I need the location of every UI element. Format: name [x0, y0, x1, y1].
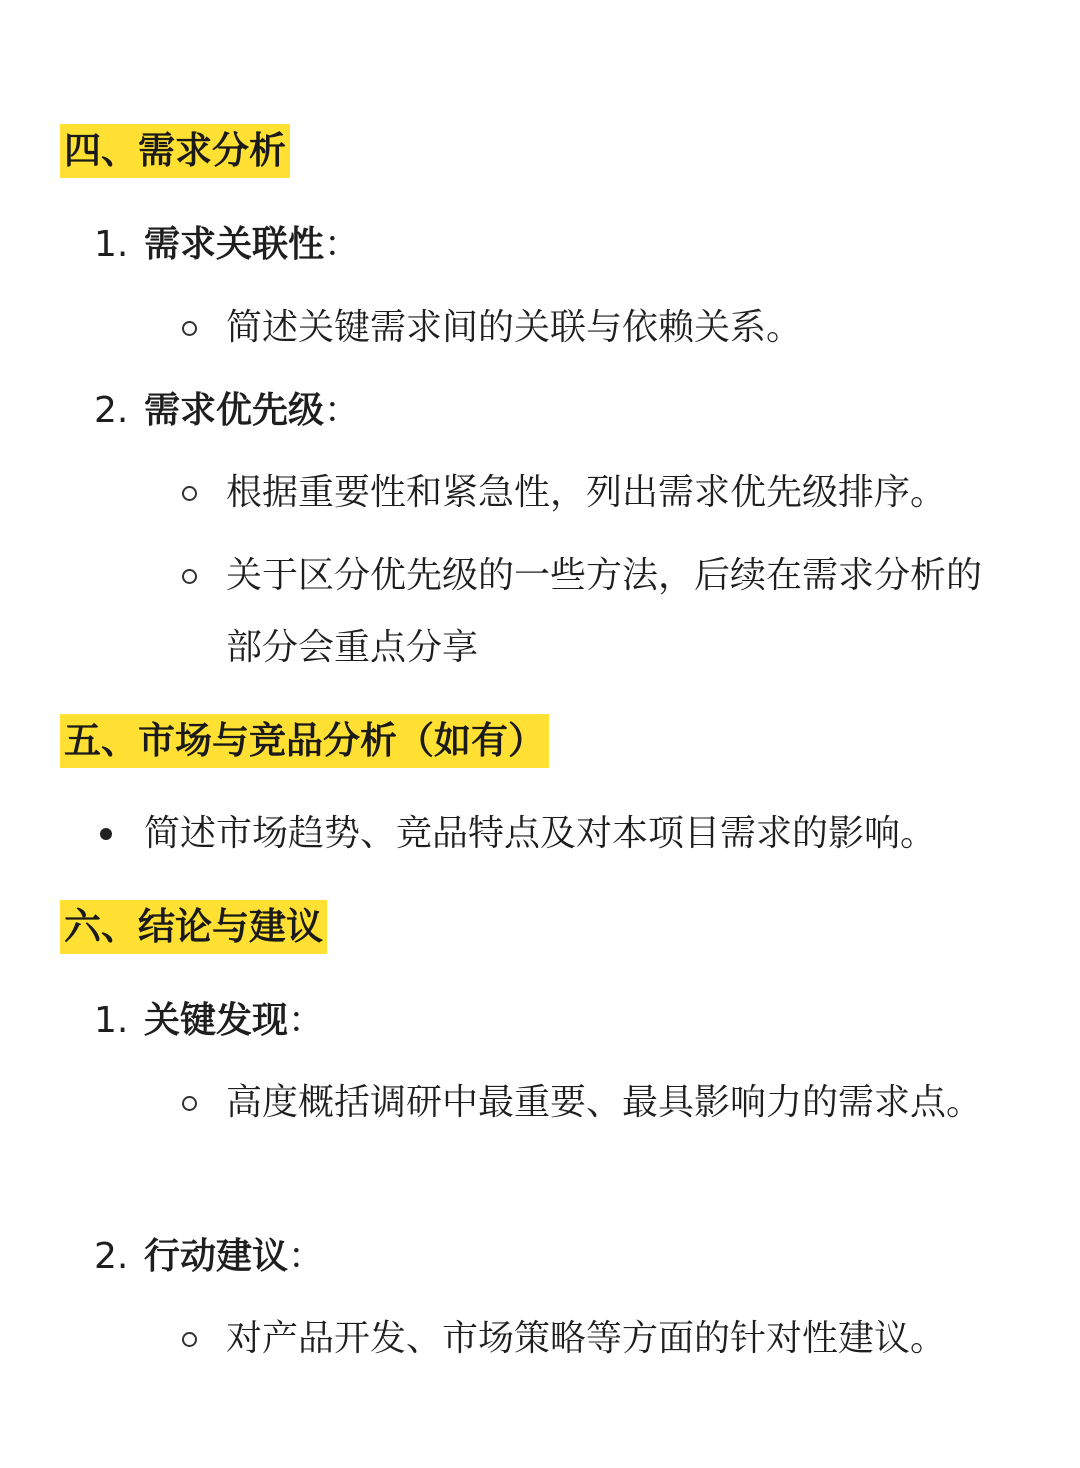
item-number: 2. — [94, 390, 129, 431]
sub-item-text: 对产品开发、市场策略等方面的针对性建议。 — [226, 1318, 947, 1359]
sub-item-text: 简述关键需求间的关联与依赖关系。 — [226, 307, 803, 348]
sub-item-text: 高度概括调研中最重要、最具影响力的需求点。 — [226, 1082, 983, 1123]
sub-list-item — [180, 292, 1020, 364]
numbered-item-requirement-correlation — [94, 220, 360, 270]
sub-list-item — [180, 1303, 1020, 1375]
sub-item-text: 根据重要性和紧急性，列出需求优先级排序。 — [226, 472, 947, 513]
section-heading-market-competitor-analysis: 五、市场与竞品分析（如有） — [60, 714, 549, 768]
item-number: 1. — [94, 224, 129, 265]
hollow-bullet-icon — [182, 1332, 197, 1347]
hollow-bullet-icon — [182, 486, 197, 501]
item-number: 1. — [94, 1000, 129, 1041]
item-label: 关键发现 — [144, 1000, 289, 1041]
sub-list-item — [180, 1067, 1020, 1139]
item-colon: ： — [288, 1000, 325, 1041]
hollow-bullet-icon — [182, 1096, 197, 1111]
item-label: 行动建议 — [144, 1236, 289, 1277]
item-colon: ： — [324, 224, 361, 265]
hollow-bullet-icon — [182, 569, 197, 584]
hollow-bullet-icon — [182, 321, 197, 336]
section-heading-requirement-analysis: 四、需求分析 — [60, 124, 290, 178]
numbered-item-action-recommendations — [94, 1232, 324, 1282]
numbered-item-requirement-priority — [94, 386, 360, 436]
bullet-list-item — [100, 798, 1040, 870]
sub-list-item — [180, 457, 1020, 529]
item-label: 需求优先级 — [144, 390, 325, 431]
item-label: 需求关联性 — [144, 224, 325, 265]
item-colon: ： — [288, 1236, 325, 1277]
item-number: 2. — [94, 1236, 129, 1277]
sub-list-item — [180, 540, 1020, 684]
numbered-item-key-findings — [94, 996, 324, 1046]
sub-item-text: 关于区分优先级的一些方法，后续在需求分析的部分会重点分享 — [226, 555, 983, 668]
filled-bullet-icon — [100, 828, 112, 840]
section-heading-conclusion-recommendation: 六、结论与建议 — [60, 900, 327, 954]
bullet-item-text: 简述市场趋势、竞品特点及对本项目需求的影响。 — [144, 813, 937, 854]
item-colon: ： — [324, 390, 361, 431]
